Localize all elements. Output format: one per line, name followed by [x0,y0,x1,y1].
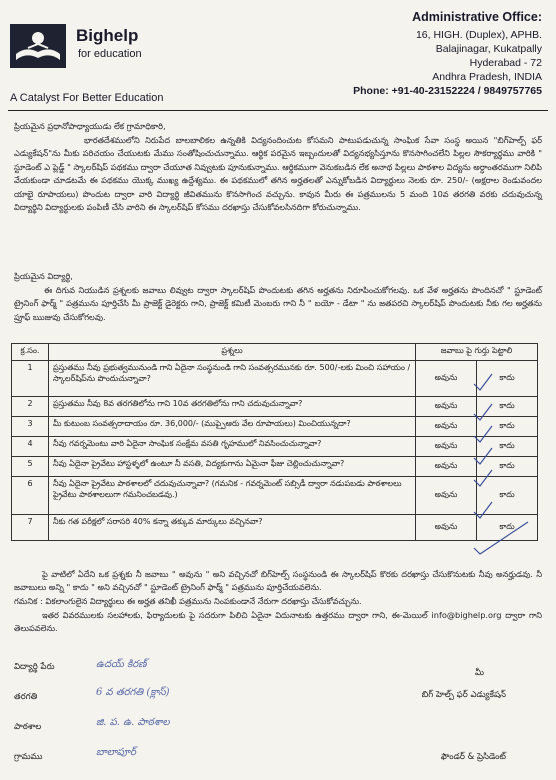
row-number: 6 [12,477,49,515]
student-name-value[interactable]: ఉదయ్ కిరణ్ [96,659,147,670]
no-option[interactable]: కాదు [477,477,538,515]
yes-option[interactable]: అవును [416,397,477,417]
intro-paragraph: భారతదేశములోని నిరుపేద బాలబాలికల ఉన్నతికి విద్యనందించుట కోసమని పాటుపడుచున్న సాంఘిక సేవా సంస్థ అయిన "బిగ్‌హెల్ప్ ఫర్ ఎడ్యుకేషన్"ను మీకు పరిచయం చేయుటకు మేము సంతోషించుచున్నాము. ఆర్థిక పరమైన ఇబ్బందులతో విద్యనభ్యసిస్తూను కొనసాగించలేని పిల్లల సౌకర్యార్థము వారికి " స్టూడెంట్ ఎ ప్లెడ్జ్ " స్కాలర్‌షిప్ పథకము ద్వారా చేయూత నివ్వుటకు పూనుకున్నాము. ఆర్థికముగా వెనుకబడిన లేక అనాథ పిల్లలు పాఠశాల విద్యను అర్ధాంతరముగా నిలిపి వేయకుండా చూడటమే ఈ పథకము యొక్క ముఖ్య ఉద్దేశ్యము. ఈ పథకములో తగిన అర్హతలతో ఎన్నుకోబడిన విద్యార్థులు నెలకు రూ. 250/- (అక్షరాల రెండువందల యాభై రూపాయలు) పొందుట ద్వారా వారి విద్యార్థి జీవితమును కొనసాగించ వచ్చును. కావున మీరు ఈ పత్రములను 5 మంది 10వ తరగతి వరకు చదువుచున్న విద్యార్థిని విద్యార్థులకు పంపిణీ చేసి వారిని ఈ స్కాలర్‌షిప్ కోసము దరఖాస్తు చేసుకోవలసినదిగా కోరుచున్నాము. [14,135,542,213]
col-serial-header: క్ర.సం. [12,344,49,361]
no-option[interactable]: కాదు [477,457,538,477]
office-line: Andhra Pradesh, INDIA [432,71,542,83]
no-option[interactable]: కాదు [477,361,538,397]
table-row [12,437,538,457]
row-question: మీ కుటుంబ సంవత్సరాదాయం రూ. 36,000/- (ముప్పైఆరు వేల రూపాయలు) మించియున్నదా? [49,417,416,437]
table-row [12,477,538,515]
table-row [12,457,538,477]
signoff-founder: ఫౌండర్ & ప్రెసిడెంట్ [440,752,506,762]
row-number: 4 [12,437,49,457]
brand-subtitle: for education [78,48,142,60]
row-question: నీవు గవర్నమెంటు వారి ఏదైనా సాంఘిక సంక్షేమ వసతి గృహములో నివసించుచున్నావా? [49,437,416,457]
bighelp-logo-icon [10,24,66,68]
yes-option[interactable]: అవును [416,477,477,515]
eligibility-note: పై వాటిలో ఏదేని ఒక ప్రశ్నకు నీ జవాబు " అవును " అని వచ్చినచో బిగ్‌హెల్ప్ సంస్థనుండి ఈ స్కాలర్‌షిప్ కొరకు దరఖాస్తు చేసుకొనుటకు నీవు అనర్హుడవు. నీ జవాబులు అన్ని " కాదు " అని వచ్చినచో " స్టూడెంట్ ట్రైనింగ్ ఫార్మ్ " పత్రమును పూర్తిచేయవలెను. [14,569,542,593]
office-phone: Phone: +91-40-23152224 / 9849757765 [353,85,542,97]
office-line: 16, HIGH. (Duplex), APHB. [415,29,542,41]
no-option[interactable]: కాదు [477,417,538,437]
office-line: Balajinagar, Kukatpally [435,43,542,55]
salutation: ప్రియమైన ప్రధానోపాధ్యాయుడు లేక గ్రామాధికారి, [14,121,166,131]
disability-note: గమనిక : వికలాంగులైన విద్యార్థులు ఈ అర్హత తనిఖీ పత్రమును నింపకుండానే నేరుగా దరఖాస్తు చేసుకోవచ్చును. [14,596,362,606]
eligibility-table [11,343,538,541]
yes-option[interactable]: అవును [416,515,477,541]
yes-option[interactable]: అవును [416,361,477,397]
yes-option[interactable]: అవును [416,437,477,457]
row-question: ప్రస్తుతము నీవు ప్రభుత్వమునుండి గాని ఏదైనా సంస్థనుండి గాని సంవత్సరమునకు రూ. 500/-లకు మించి సహాయం / స్కాలర్‌షిప్‌ను పొందుచున్నావా? [49,361,416,397]
school-value[interactable]: జి. ప. ఉ. పాఠశాల [96,717,170,728]
village-value[interactable]: బాలాపూర్ [96,747,136,758]
row-question: నీకు గత పరీక్షలో సరాసరి 40% కన్నా తక్కువ మార్కులు వచ్చినవా? [49,515,416,541]
checkmark-icon [470,372,530,562]
col-question-header: ప్రశ్నలు [49,344,416,361]
table-row [12,361,538,397]
no-option[interactable]: కాదు [477,437,538,457]
brand-name: Bighelp [76,26,139,45]
table-row [12,515,538,541]
student-name-label: విద్యార్థి పేరు [14,662,55,672]
school-label: పాఠశాల [14,722,42,732]
table-header-row [12,344,538,361]
row-question: నీవు ఏదైనా ప్రైవేటు హాస్టళ్ళలో ఉంటూ నీ వసతి, విద్యకుగాను ఏమైనా ఫీజు చెల్లించుచున్నావా? [49,457,416,477]
table-row [12,397,538,417]
table-row [12,417,538,437]
row-number: 2 [12,397,49,417]
row-question: ప్రస్తుతము నీవు 8వ తరగతిలోను గాని 10వ తరగతిలోను గాని చదువుచున్నావా? [49,397,416,417]
header-divider [8,110,548,111]
student-paragraph: ఈ దిగువ నియుడిన ప్రశ్నలకు జవాబు లివ్వుట ద్వారా స్కాలర్‌షిప్ పొందుటకు తగిన అర్హతను నిరూపించుకోగలవు. ఒక వేళ అర్హతను పొందినచో " స్టూడెంట్ ట్రైనింగ్ ఫార్మ్ " పత్రమును పూర్తిచేసి మీ ప్రాజెక్ట్ డైరెక్టరు గాని, ప్రాజెక్ట్ కమిటీ మెంబరు గాని నీ " బయో - డేటా " ను జతపరచి స్కాలర్‌షిప్ పొందుటకు నీకు గల అర్హతను ప్రూఫ్ ఋజువు చేసుకోగలవు. [14,285,542,322]
signoff-org: బిగ్ హెల్ప్ ఫర్ ఎడ్యుకేషన్ [421,690,506,700]
row-question: నీవు ఏదైనా ప్రైవేటు పాఠశాలలో చదువుచున్నావా? (గమనిక - గవర్నమెంట్ సబ్సిడీ ద్వారా నడుపబడు పాఠశాలలు ప్రైవేటు పాఠశాలలుగా గమనించబడవు.) [49,477,416,515]
no-option[interactable]: కాదు [477,397,538,417]
office-address [322,10,542,98]
yes-option[interactable]: అవును [416,417,477,437]
col-answer-header: జవాబు పై గుర్తు పెట్టాలి [416,344,538,361]
office-title: Administrative Office: [412,10,542,24]
class-label: తరగతి [14,692,38,702]
no-option[interactable]: కాదు [477,515,538,541]
class-value[interactable]: 6 వ తరగతి (క్లాస్) [96,687,170,698]
yes-option[interactable]: అవును [416,457,477,477]
row-number: 1 [12,361,49,397]
signoff-yours: మీ [475,668,484,678]
tagline: A Catalyst For Better Education [10,92,164,104]
contact-note: ఇతర వివరములకు సలహాలకు, ఫిర్యాదులకు పై సదరుగా పిలిచి ఏదైనా విదునాటకు ఉత్తరము ద్వారా గాని, ఈ-మెయిల్ info@bighelp.org ద్వారా గాని తెలుపవలెను. [14,610,542,634]
row-number: 7 [12,515,49,541]
village-label: గ్రామము [14,752,43,762]
row-number: 5 [12,457,49,477]
office-line: Hyderabad - 72 [469,57,542,69]
row-number: 3 [12,417,49,437]
student-salutation: ప్రియమైన విద్యార్థి, [14,271,73,281]
